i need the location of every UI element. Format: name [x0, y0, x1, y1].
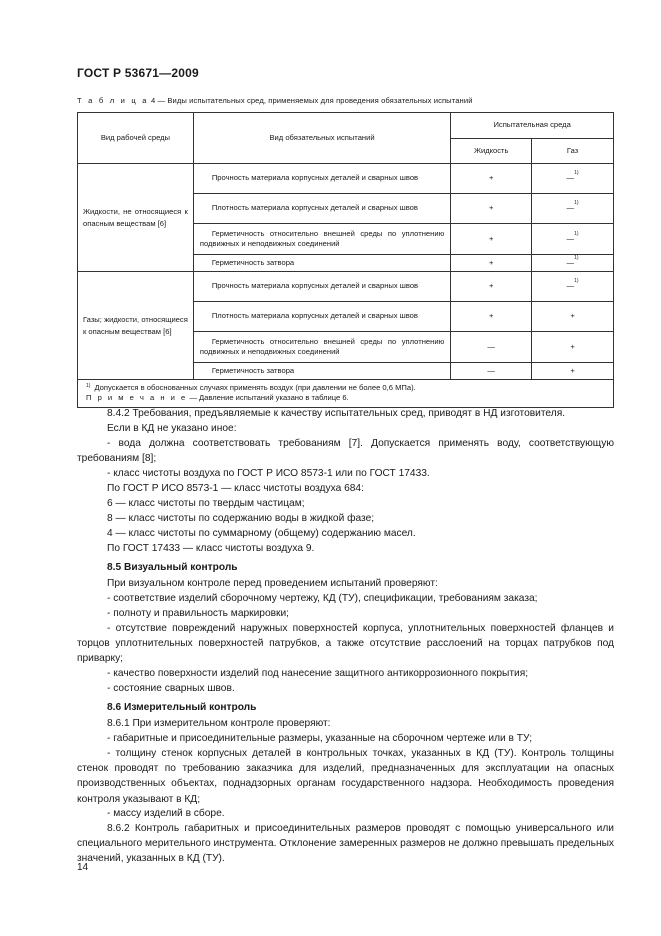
visual-item-1: - соответствие изделий сборочному чертежу, КД (ТУ), спецификации, требованиям заказа;	[107, 593, 538, 604]
para-8-6-2: 8.6.2 Контроль габаритных и присоединительных размеров проводят с помощью универсального или специального мерительного инструмента. Отклонение замеренных размеров не должно превышать предельных значений, указанных в КД (ТУ).	[77, 823, 614, 865]
gas-value: —$^{1)}$	[532, 194, 614, 224]
gas-value: +	[532, 302, 614, 332]
class-4: 4 — класс чистоты по суммарному (общему) содержанию масел.	[107, 528, 416, 539]
gas-value: +	[532, 363, 614, 380]
liquid-value: +	[451, 164, 532, 194]
table-caption-text: 4 — Виды испытательных сред, применяемых для проведения обязательных испытаний	[150, 96, 473, 105]
liquid-value: +	[451, 224, 532, 255]
test-cell: Герметичность затвора	[193, 255, 450, 272]
bullet-water: - вода должна соответствовать требованиям [7]. Допускается применять воду, соответствующую требованиям [8];	[77, 438, 614, 465]
test-cell: Герметичность относительно внешней среды по уплотнению подвижных и неподвижных соединений	[193, 332, 450, 363]
test-cell: Прочность материала корпусных деталей и сварных швов	[193, 164, 450, 194]
class-8: 8 — класс чистоты по содержанию воды в жидкой фазе;	[107, 513, 375, 524]
header-media-type: Вид рабочей среды	[78, 113, 194, 164]
media-cell: Газы; жидкости, относящиеся к опасным веществам [6]	[78, 272, 194, 380]
bullet-air: - класс чистоты воздуха по ГОСТ Р ИСО 8573-1 или по ГОСТ 17433.	[107, 468, 430, 479]
liquid-value: +	[451, 272, 532, 302]
table-footnote: $^{1)}$ Допускается в обоснованных случаях применять воздух (при давлении не более 0,6 МПа).	[86, 383, 416, 392]
visual-item-3: - отсутствие повреждений наружных поверхностей корпуса, уплотнительных поверхностей фланцев и торцов уплотнительных поверхностей патрубков, а также отсутствие расслоений на торцах патрубков под приварку;	[77, 623, 614, 665]
gas-footnote-mark: 1)	[574, 254, 579, 261]
para-8-6-1: 8.6.1 При измерительном контроле проверяют:	[107, 718, 331, 729]
class-6: 6 — класс чистоты по твердым частицам;	[107, 498, 305, 509]
measure-item-3: - массу изделий в сборе.	[107, 808, 225, 819]
document-header: ГОСТ Р 53671—2009	[77, 66, 199, 80]
section-8-5-title: 8.5 Визуальный контроль	[107, 562, 238, 573]
table-row	[78, 272, 614, 302]
table-row	[78, 164, 614, 194]
gas-value: —$^{1)}$	[532, 255, 614, 272]
gas-footnote-mark: 1)	[574, 230, 579, 237]
test-cell: Герметичность затвора	[193, 363, 450, 380]
liquid-value: +	[451, 302, 532, 332]
para-gost: По ГОСТ 17433 — класс чистоты воздуха 9.	[107, 543, 315, 554]
gas-value: +	[532, 332, 614, 363]
table-note: П р и м е ч а н и е — Давление испытаний указано в таблице 6.	[86, 393, 349, 403]
para-iso: По ГОСТ Р ИСО 8573-1 — класс чистоты воздуха 684:	[107, 483, 364, 494]
gas-footnote-mark: 1)	[574, 200, 579, 207]
table-caption	[77, 96, 473, 105]
liquid-value: +	[451, 255, 532, 272]
liquid-value: +	[451, 194, 532, 224]
para-8-5: При визуальном контроле перед проведением испытаний проверяют:	[107, 578, 438, 589]
liquid-value: —	[451, 332, 532, 363]
media-cell: Жидкости, не относящиеся к опасным веществам [6]	[78, 164, 194, 272]
liquid-value: —	[451, 363, 532, 380]
para-8-4-2: 8.4.2 Требования, предъявляемые к качеству испытательных сред, приводят в НД изготовителя.	[107, 408, 566, 419]
test-cell: Плотность материала корпусных деталей и сварных швов	[193, 194, 450, 224]
table-caption-label: Т а б л и ц а	[77, 96, 149, 105]
visual-item-2: - полноту и правильность маркировки;	[107, 608, 290, 619]
visual-item-5: - состояние сварных швов.	[107, 683, 235, 694]
test-cell: Прочность материала корпусных деталей и сварных швов	[193, 272, 450, 302]
measure-item-2: - толщину стенок корпусных деталей в контрольных точках, указанных в КД (ТУ). Контроль толщины стенок проводят по требованию заказчика для изделий, предназначенных для эксплуатации на опасных производственных объектах, поднадзорных органам государственного надзора. Необходимость проведения контроля указывают в КД;	[77, 748, 614, 805]
gas-value: —$^{1)}$	[532, 272, 614, 302]
test-cell: Плотность материала корпусных деталей и сварных швов	[193, 302, 450, 332]
gas-footnote-mark: 1)	[574, 170, 579, 177]
section-8-6-title: 8.6 Измерительный контроль	[107, 702, 257, 713]
gas-value: —$^{1)}$	[532, 224, 614, 255]
measure-item-1: - габаритные и присоединительные размеры, указанные на сборочном чертеже или в ТУ;	[107, 733, 533, 744]
gas-footnote-mark: 1)	[574, 278, 579, 285]
header-test-environment: Испытательная среда	[451, 113, 614, 139]
page-number: 14	[77, 862, 89, 873]
visual-item-4: - качество поверхности изделий под нанесение защитного антикоррозионного покрытия;	[107, 668, 529, 679]
table-notes-row	[78, 380, 614, 408]
gas-value: —$^{1)}$	[532, 164, 614, 194]
header-gas: Газ	[532, 139, 614, 164]
test-media-table	[77, 112, 614, 408]
header-liquid: Жидкость	[451, 139, 532, 164]
test-cell: Герметичность относительно внешней среды по уплотнению подвижных и неподвижных соединений	[193, 224, 450, 255]
table-notes	[78, 380, 614, 408]
para-8-4-2-cond: Если в КД не указано иное:	[107, 423, 237, 434]
header-test-type: Вид обязательных испытаний	[193, 113, 450, 164]
